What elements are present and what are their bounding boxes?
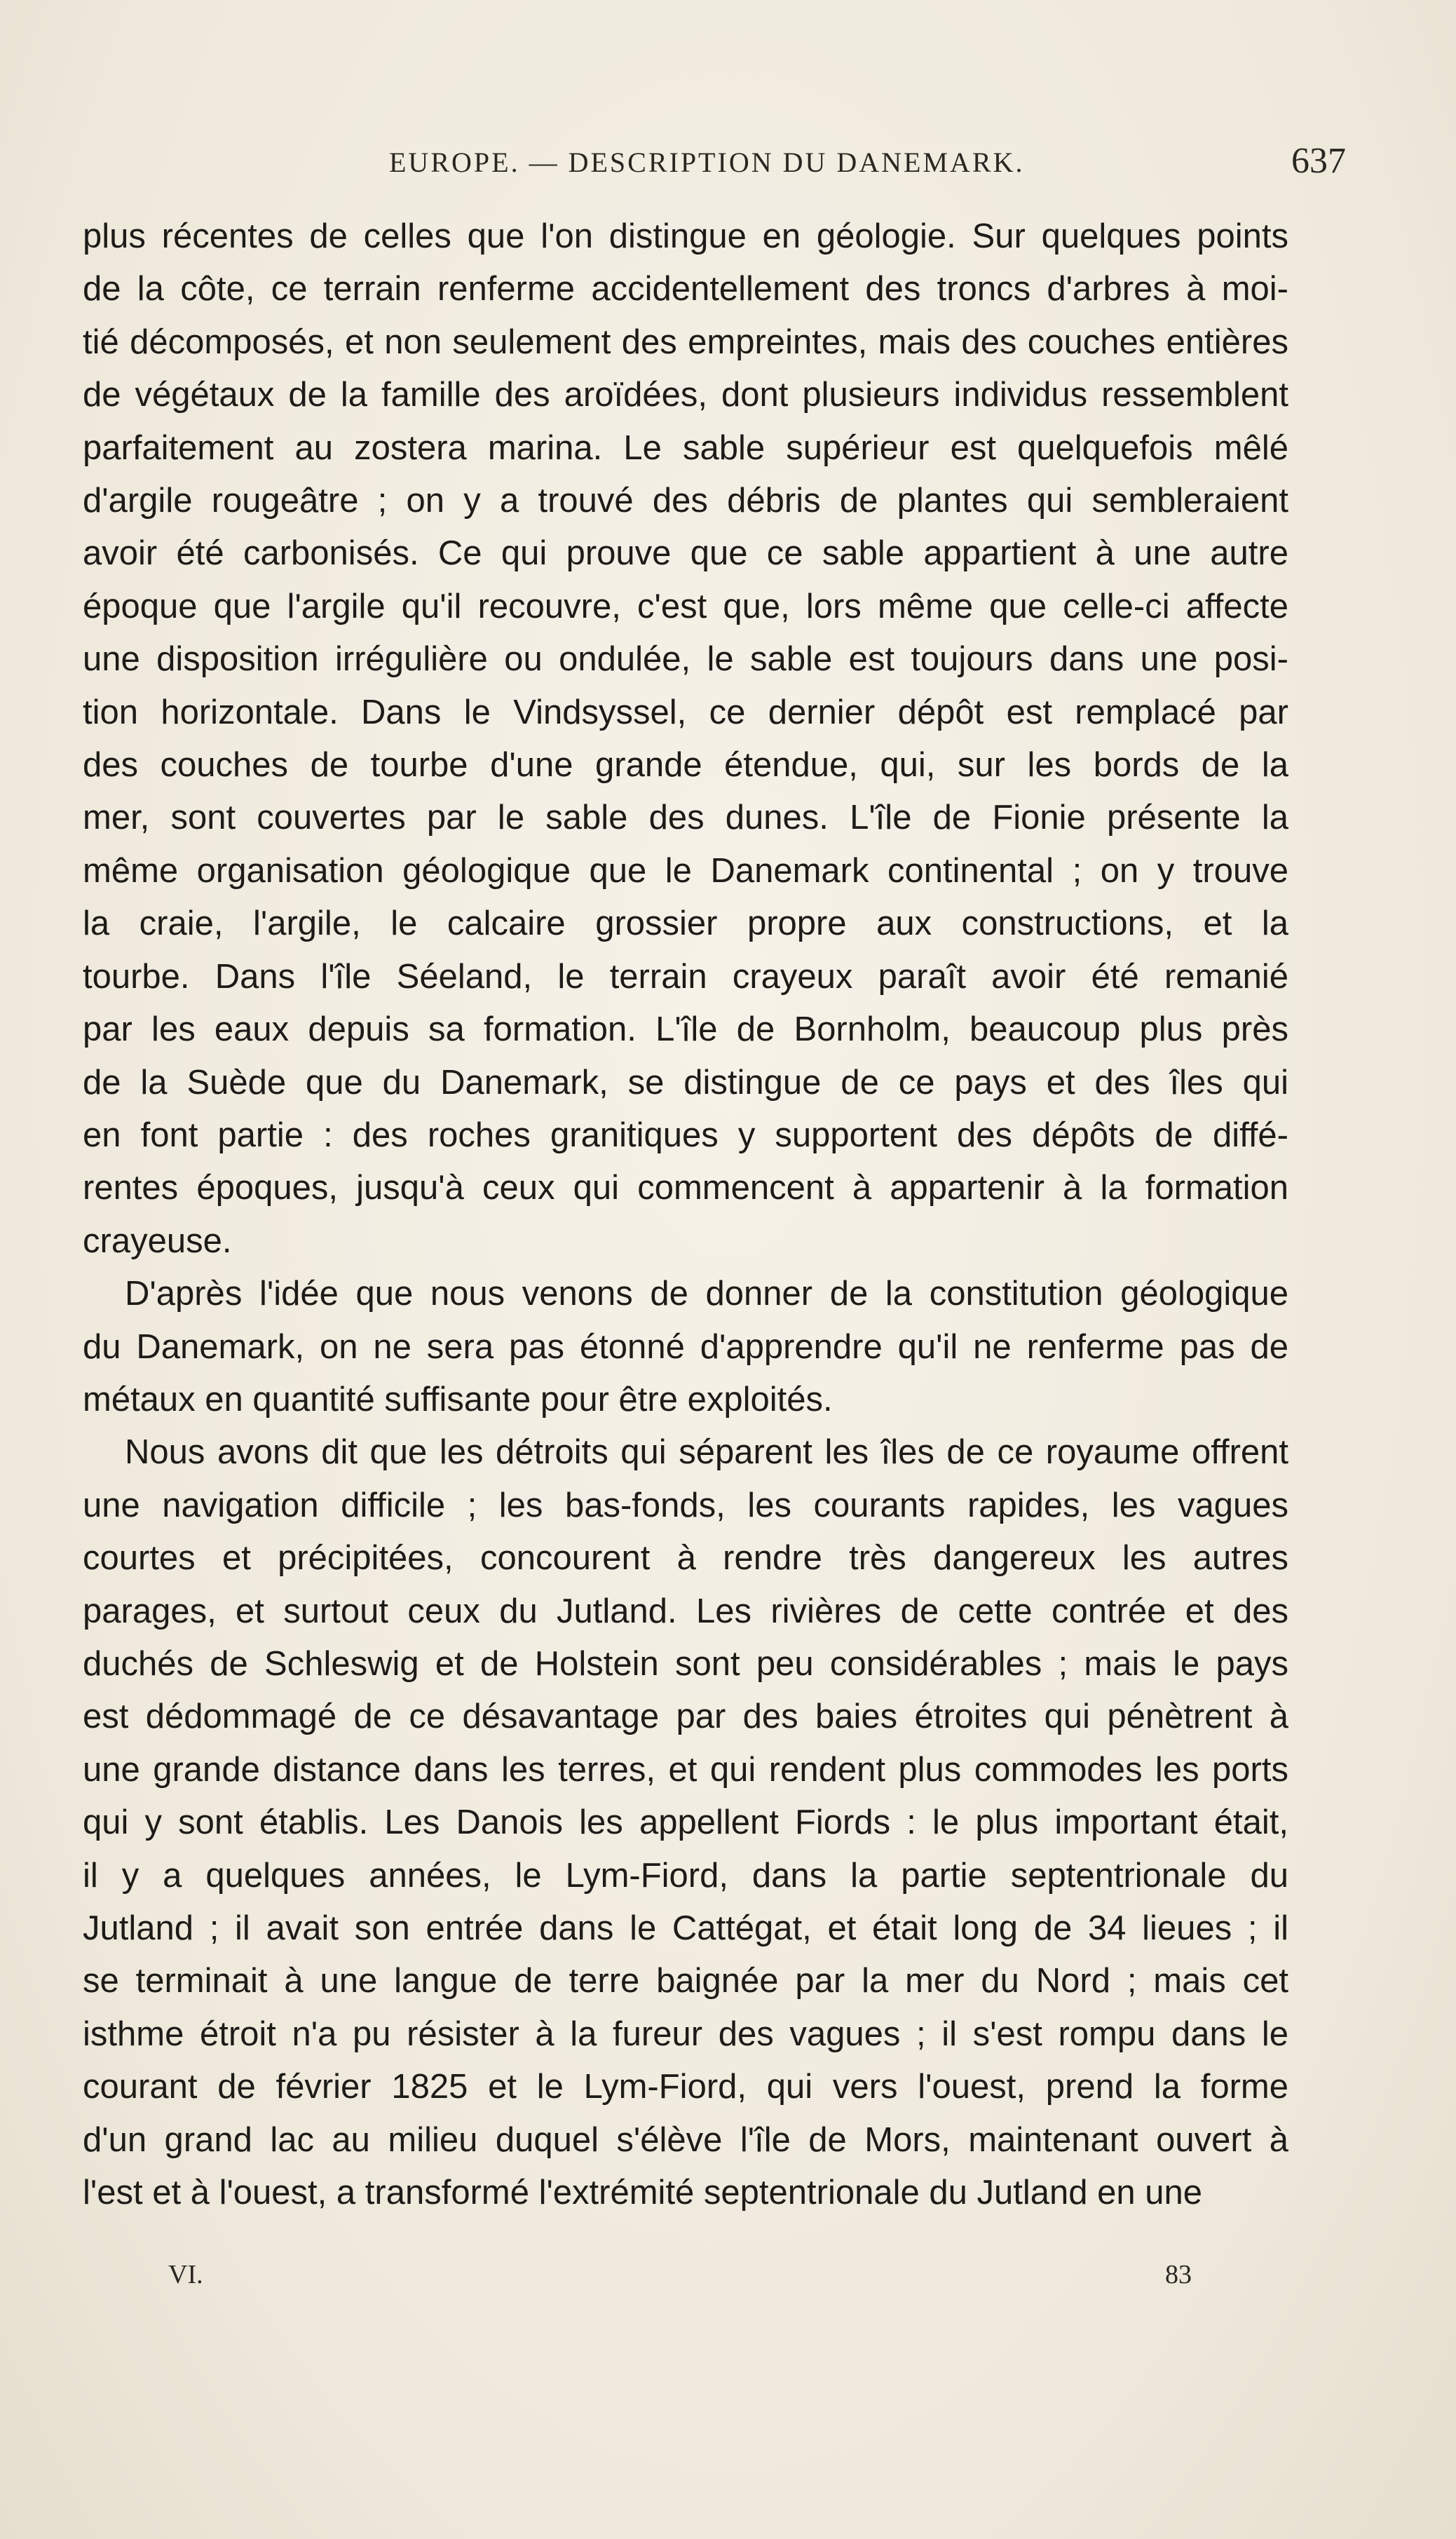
text-line: d'un grand lac au milieu duquel s'élève l'île de Mors, maintenant ouvert à xyxy=(83,2120,1288,2159)
text-line: des couches de tourbe d'une grande étendue, qui, sur les bords de la xyxy=(83,746,1288,785)
text-line: plus récentes de celles que l'on distingue en géologie. Sur quelques points xyxy=(83,217,1288,255)
text-line: de la côte, ce terrain renferme accidentellement des troncs d'arbres à moi- xyxy=(83,270,1288,309)
volume-number: VI. xyxy=(168,2260,203,2289)
text-line: métaux en quantité suffisante pour être exploités. xyxy=(83,1380,833,1419)
running-header xyxy=(84,141,1346,188)
text-line: l'est et à l'ouest, a transformé l'extrémité septentrionale du Jutland en une xyxy=(83,2174,1202,2212)
text-line: parages, et surtout ceux du Jutland. Les rivières de cette contrée et des xyxy=(83,1592,1288,1630)
text-line: de la Suède que du Danemark, se distingue de ce pays et des îles qui xyxy=(83,1063,1288,1102)
text-line: une grande distance dans les terres, et qui rendent plus commodes les ports xyxy=(83,1750,1288,1789)
text-line: avoir été carbonisés. Ce qui prouve que ce sable appartient à une autre xyxy=(83,534,1288,573)
running-title: EUROPE. — DESCRIPTION DU DANEMARK. xyxy=(389,147,1025,178)
text-line: rentes époques, jusqu'à ceux qui commencent à appartenir à la formation xyxy=(83,1169,1288,1207)
text-line: D'après l'idée que nous venons de donner de la constitution géologique xyxy=(125,1275,1288,1313)
text-line: une navigation difficile ; les bas-fonds, les courants rapides, les vagues xyxy=(83,1486,1288,1524)
page-footer xyxy=(168,2259,1192,2294)
text-line: tourbe. Dans l'île Séeland, le terrain crayeux paraît avoir été remanié xyxy=(83,957,1288,996)
text-line: une disposition irrégulière ou ondulée, le sable est toujours dans une posi- xyxy=(83,640,1288,679)
text-line: crayeuse. xyxy=(83,1221,232,1260)
text-line: se terminait à une langue de terre baignée par la mer du Nord ; mais cet xyxy=(83,1962,1288,2000)
signature-mark: 83 xyxy=(1165,2260,1192,2289)
page-number: 637 xyxy=(1291,141,1346,181)
text-line: courtes et précipitées, concourent à rendre très dangereux les autres xyxy=(83,1539,1288,1578)
text-line: mer, sont couvertes par le sable des dunes. L'île de Fionie présente la xyxy=(83,799,1288,837)
text-line: isthme étroit n'a pu résister à la fureur des vagues ; il s'est rompu dans le xyxy=(83,2015,1288,2053)
paragraph xyxy=(83,1268,1288,1426)
text-line: même organisation géologique que le Danemark continental ; on y trouve xyxy=(83,851,1288,890)
text-line: parfaitement au zostera marina. Le sable supérieur est quelquefois mêlé xyxy=(83,428,1288,467)
text-line: tié décomposés, et non seulement des empreintes, mais des couches entières xyxy=(83,323,1288,361)
text-line: courant de février 1825 et le Lym-Fiord, qui vers l'ouest, prend la forme xyxy=(83,2068,1288,2106)
text-line: de végétaux de la famille des aroïdées, dont plusieurs individus ressemblent xyxy=(83,376,1288,414)
text-line: tion horizontale. Dans le Vindsyssel, ce dernier dépôt est remplacé par xyxy=(83,693,1288,731)
text-line: duchés de Schleswig et de Holstein sont peu considérables ; mais le pays xyxy=(83,1644,1288,1683)
text-line: par les eaux depuis sa formation. L'île de Bornholm, beaucoup plus près xyxy=(83,1010,1288,1049)
paragraph xyxy=(83,210,1288,1268)
body-text xyxy=(83,210,1288,2219)
text-line: en font partie : des roches granitiques y supportent des dépôts de diffé- xyxy=(83,1116,1288,1154)
text-line: est dédommagé de ce désavantage par des baies étroites qui pénètrent à xyxy=(83,1698,1288,1736)
text-line: d'argile rougeâtre ; on y a trouvé des débris de plantes qui sembleraient xyxy=(83,482,1288,520)
text-line: il y a quelques années, le Lym-Fiord, dans la partie septentrionale du xyxy=(83,1856,1288,1895)
text-line: Jutland ; il avait son entrée dans le Cattégat, et était long de 34 lieues ; il xyxy=(83,1909,1288,1947)
text-line: Nous avons dit que les détroits qui séparent les îles de ce royaume offrent xyxy=(125,1433,1288,1472)
paragraph xyxy=(83,1426,1288,2219)
text-line: qui y sont établis. Les Danois les appellent Fiords : le plus important était, xyxy=(83,1803,1288,1842)
text-line: la craie, l'argile, le calcaire grossier propre aux constructions, et la xyxy=(83,905,1288,943)
text-line: du Danemark, on ne sera pas étonné d'apprendre qu'il ne renferme pas de xyxy=(83,1327,1288,1366)
text-line: époque que l'argile qu'il recouvre, c'est que, lors même que celle-ci affecte xyxy=(83,587,1288,625)
